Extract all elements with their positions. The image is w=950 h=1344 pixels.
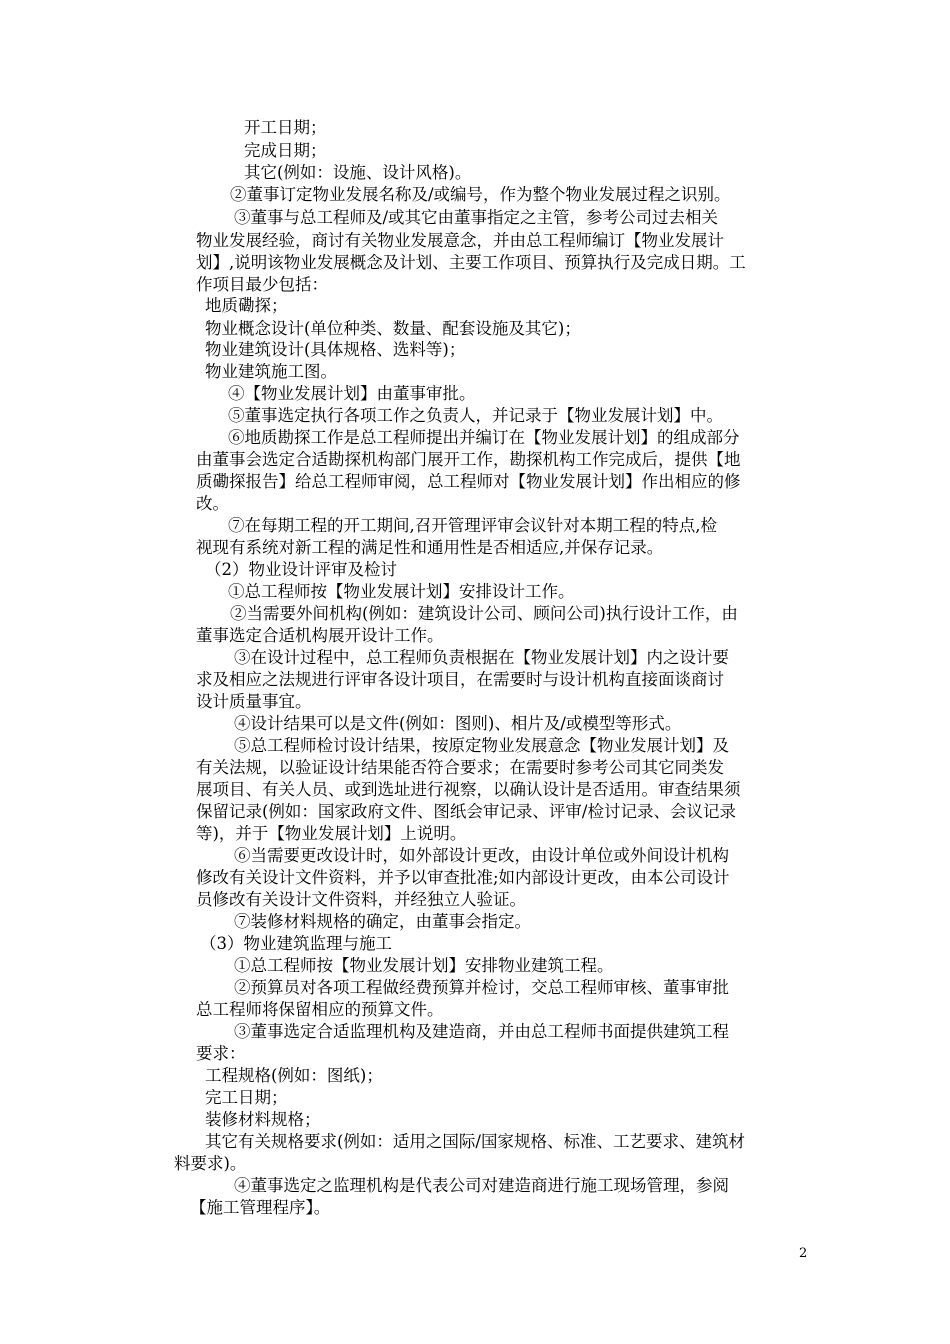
text-line: 物业建筑施工图。	[205, 362, 337, 381]
text-line: 料要求)。	[174, 1154, 247, 1173]
text-line: 物业建筑设计(具体规格、选料等)；	[205, 340, 466, 359]
text-line: 装修材料规格；	[205, 1110, 321, 1129]
text-line: ①总工程师按【物业发展计划】安排设计工作。	[228, 582, 575, 601]
text-line: 工程规格(例如：图纸)；	[205, 1066, 383, 1085]
text-line: 作项目最少包括：	[196, 275, 328, 294]
text-line: 视现有系统对新工程的满足性和通用性是否相适应,并保存记录。	[196, 538, 664, 557]
text-line: 划】,说明该物业发展概念及计划、主要工作项目、预算执行及完成日期。工	[196, 253, 746, 272]
text-line: 其它(例如：设施、设计风格)。	[244, 163, 472, 182]
text-line: 总工程师将保留相应的预算文件。	[196, 1000, 444, 1019]
text-line: ②董事订定物业发展名称及/或编号，作为整个物业发展过程之识别。	[230, 185, 731, 204]
text-line: ⑥当需要更改设计时，如外部设计更改，由设计单位或外间设计机构	[234, 846, 729, 865]
text-line: 展项目、有关人员、或到选址进行视察，以确认设计是否适用。审查结果须	[196, 780, 741, 799]
text-line: ⑦装修材料规格的确定，由董事会指定。	[234, 912, 531, 931]
text-line: 物业发展经验，商讨有关物业发展意念，并由总工程师编订【物业发展计	[196, 231, 724, 250]
text-line: ④设计结果可以是文件(例如：图则)、相片及/或模型等形式。	[234, 714, 682, 733]
text-line: ⑦在每期工程的开工期间,召开管理评审会议针对本期工程的特点,检	[228, 516, 717, 535]
section-heading: （3）物业建筑监理与施工	[200, 934, 392, 953]
page-number: 2	[799, 1246, 808, 1261]
text-line: 要求：	[196, 1044, 246, 1063]
text-line: ③董事选定合适监理机构及建造商，并由总工程师书面提供建筑工程	[234, 1022, 729, 1041]
text-line: ②当需要外间机构(例如：建筑设计公司、顾问公司)执行设计工作，由	[230, 604, 738, 623]
text-line: 完工日期；	[205, 1088, 288, 1107]
text-line: ②预算员对各项工程做经费预算并检讨，交总工程师审核、董事审批	[234, 978, 729, 997]
text-line: ④董事选定之监理机构是代表公司对建造商进行施工现场管理，参阅	[234, 1176, 729, 1195]
text-line: 修改有关设计文件资料，并予以审查批准;如内部设计更改，由本公司设计	[196, 868, 730, 887]
text-line: 保留记录(例如：国家政府文件、图纸会审记录、评审/检讨记录、会议记录	[196, 802, 736, 821]
text-line: 质磡探报告】给总工程师审阅，总工程师对【物业发展计划】作出相应的修	[196, 472, 741, 491]
text-line: 求及相应之法规进行评审各设计项目，在需要时与设计机构直接面谈商讨	[196, 670, 724, 689]
text-line: ③董事与总工程师及/或其它由董事指定之主管，参考公司过去相关	[234, 208, 719, 227]
text-line: 设计质量事宜。	[196, 692, 312, 711]
text-line: 董事选定合适机构展开设计工作。	[196, 626, 444, 645]
text-line: ⑥地质勘探工作是总工程师提出并编订在【物业发展计划】的组成部分	[228, 428, 740, 447]
text-line: 物业概念设计(单位种类、数量、配套设施及其它)；	[205, 319, 581, 338]
text-line: 开工日期；	[244, 118, 327, 137]
text-line: 等)，并于【物业发展计划】上说明。	[196, 824, 467, 843]
text-line: ⑤董事选定执行各项工作之负责人，并记录于【物业发展计划】中。	[228, 406, 723, 425]
text-line: 【施工管理程序】。	[190, 1198, 331, 1217]
text-line: 完成日期；	[244, 141, 327, 160]
text-line: 地质磡探；	[205, 296, 288, 315]
text-line: 有关法规，以验证设计结果能否符合要求；在需要时参考公司其它同类发	[196, 758, 724, 777]
text-line: 员修改有关设计文件资料，并经独立人验证。	[196, 890, 526, 909]
text-line: 其它有关规格要求(例如：适用之国际/国家规格、标准、工艺要求、建筑材	[205, 1132, 745, 1151]
text-line: 改。	[196, 494, 229, 513]
text-line: ④【物业发展计划】由董事审批。	[228, 384, 476, 403]
text-line: ①总工程师按【物业发展计划】安排物业建筑工程。	[234, 956, 614, 975]
text-line: ⑤总工程师检讨设计结果，按原定物业发展意念【物业发展计划】及	[234, 736, 729, 755]
text-line: 由董事会选定合适勘探机构部门展开工作，勘探机构工作完成后，提供【地	[196, 450, 741, 469]
section-heading: （2）物业设计评审及检讨	[205, 560, 397, 579]
text-line: ③在设计过程中，总工程师负责根据在【物业发展计划】内之设计要	[234, 648, 729, 667]
